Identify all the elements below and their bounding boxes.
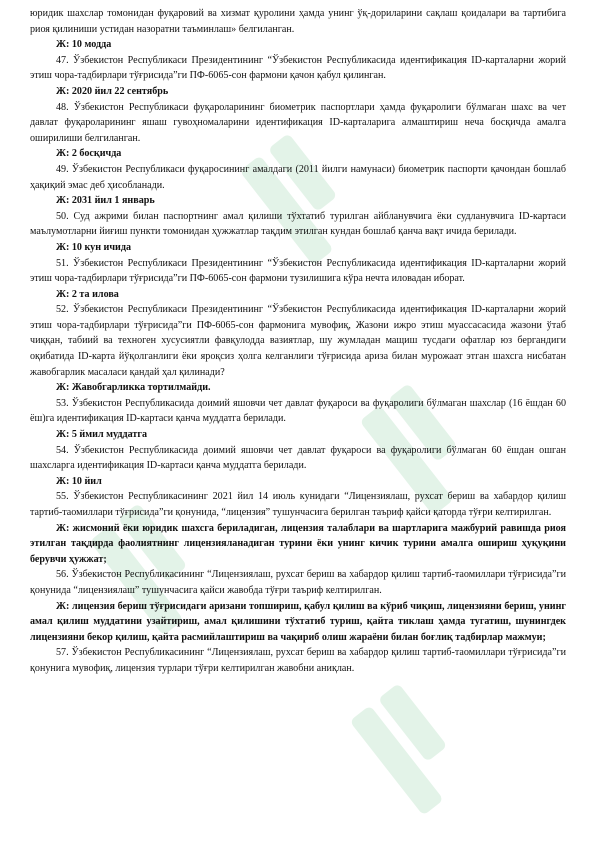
answer-line: Ж: 2031 йил 1 январь bbox=[56, 195, 155, 207]
answer-block: Ж: жисмоний ёки юридик шахсга бериладиган, лицензия талаблари ва шартларига мажбурий равишда риоя этилган тақдирда фаолиятнинг лицензияланадиган турини ёки унинг кичик турини амалга ошириш ҳуқуқини берувчи ҳужжат; bbox=[30, 522, 566, 565]
question-49: 49. Ўзбекистон Республикаси фуқаросининг амалдаги (2011 йилги намунаси) биометрик паспорти қачондан бошлаб ҳақиқий эмас деб ҳисобланади. bbox=[30, 163, 566, 191]
question-47: 47. Ўзбекистон Республикаси Президентининг “Ўзбекистон Республикасида идентификация ID-карталарни жорий этиш чора-тадбирлари тўғрисида”ги ПФ-6065-сон фармони қачон қабул қилинган. bbox=[30, 54, 566, 82]
answer-line: Ж: 10 модда bbox=[56, 39, 112, 51]
answer-line: Ж: 2020 йил 22 сентябрь bbox=[56, 85, 169, 97]
paragraph-continuation: юридик шахслар томонидан фуқаровий ва хизмат қуролини ҳамда унинг ўқ-дориларини сақлаш қоидалари ва тартибига риоя қилиниши устидан назоратни таъминлаш» белгиланган. bbox=[30, 8, 566, 35]
question-50: 50. Суд ажрими билан паспортнинг амал қилиши тўхтатиб турилган айбланувчига ёки судланувчига ID-картаси маълумотларни йиғиш пункти томонидан ҳужжатлар тақдим этилган кундан бошлаб қанча вақт ичида берилади. bbox=[30, 210, 566, 238]
question-52: 52. Ўзбекистон Республикаси Президентининг “Ўзбекистон Республикасида идентификация ID-карталарни жорий этиш чора-тадбирлари тўғрисида”ги ПФ-6065-сон фармонига мувофиқ, Жазони ижро этиш муассасасида жазони ўтаб чиққан, табиий ва техноген хусусиятли фавқулодда вазиятлар, шу жумладан мащиш тусдаги офатлар юз бергандиги оқибатида ID-карта йўқолганлиги ёки яроқсиз ҳолга келганлиги тўғрисида ариза билан мурожаат этган шахсга нисбатан жавобгарлик масаласи қандай ҳал қилинади? bbox=[30, 304, 566, 378]
document-body bbox=[30, 6, 566, 677]
answer-line: Ж: 5 ймил муддатга bbox=[56, 429, 148, 441]
question-57: 57. Ўзбекистон Республикасининг “Лицензиялаш, рухсат бериш ва хабардор қилиш тартиб-таомиллари тўғрисида”ги қонунига мувофиқ, лицензия турлари тўғри келтирилган жавобни аниқлан. bbox=[30, 647, 566, 674]
answer-line: Ж: 2 та илова bbox=[56, 288, 119, 300]
answer-line: Ж: 10 йил bbox=[56, 475, 102, 487]
watermark-logo-icon bbox=[320, 660, 500, 840]
answer-block: Ж: лицензия бериш тўғрисидаги аризани топшириш, қабул қилиш ва кўриб чиқиш, лицензияни бериш, унинг амал қилиш муддатини узайтириш, амал қилишини тўхтатиб туриш, қайта тиклаш ҳамда тугатиш, шунингдек лицензияни бекор қилиш, қайта расмийлаштириш ва чақириб олиш жараёни билан боғлиқ тадбирлар мажмуи; bbox=[30, 600, 566, 643]
answer-line: Ж: 2 босқичда bbox=[56, 148, 122, 160]
question-51: 51. Ўзбекистон Республикаси Президентининг “Ўзбекистон Республикасида идентификация ID-карталарни жорий этиш чора-тадбирлари тўғрисида”ги ПФ-6065-сон фармони тузилишига кўра нечта иловадан иборат. bbox=[30, 257, 566, 285]
question-55: 55. Ўзбекистон Республикасининг 2021 йил 14 июль кунидаги “Лицензиялаш, рухсат бериш ва хабардор қилиш тартиб-таомиллари тўғрисида”ги қонунида, “лицензия” тушунчасига берилган таъриф қайси қаторда тўғри келтирилган. bbox=[30, 491, 566, 518]
answer-line: Ж: 10 кун ичида bbox=[56, 241, 132, 253]
question-53: 53. Ўзбекистон Республикасида доимий яшовчи чет давлат фуқароси ва фуқаролиги бўлмаган шахслар (16 ёшдан 60 ёш)га идентификация ID-картаси қанча муддатга берилади. bbox=[30, 397, 566, 425]
question-48: 48. Ўзбекистон Республикаси фуқароларининг биометрик паспортлари ҳамда фуқаролиги бўлмаган шахс ва чет давлат фуқароларининг яшаш гувоҳномаларини идентификация ID-карталарига алмаштириш неча босқичда амалга оширилиши белгиланган. bbox=[30, 101, 566, 144]
answer-line: Ж: Жавобгарликка тортилмайди. bbox=[56, 382, 211, 394]
question-56: 56. Ўзбекистон Республикасининг “Лицензиялаш, рухсат бериш ва хабардор қилиш тартиб-таомиллари тўғрисида”ги қонунида “лицензиялаш” тушунчасига қайси жавобда тўғри таъриф келтирилган. bbox=[30, 569, 566, 596]
question-54: 54. Ўзбекистон Республикасида доимий яшовчи чет давлат фуқароси ва фуқаролиги бўлмаган 60 ёшдан ошган шахсларга идентификация ID-картаси қанча муддатга берилади. bbox=[30, 444, 566, 472]
